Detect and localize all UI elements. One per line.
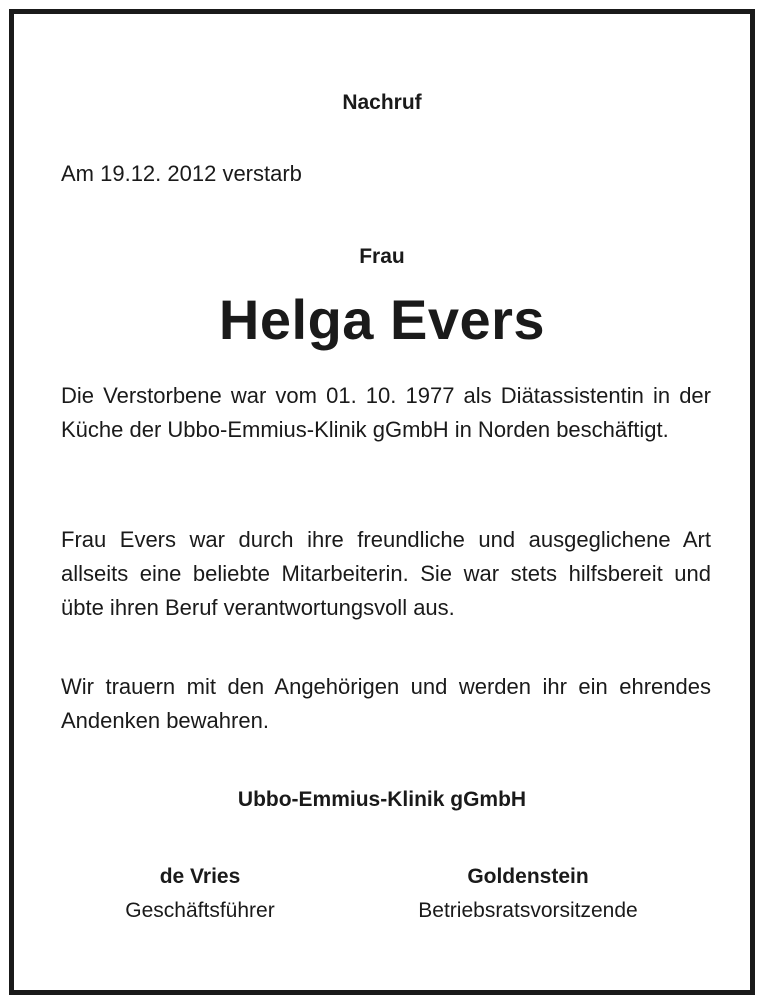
signatory-name: de Vries (159, 865, 241, 888)
date-of-death-line: Am 19.12. 2012 verstarb (61, 161, 302, 186)
obituary-frame (9, 9, 755, 995)
signatory-left (50, 860, 350, 928)
paragraph-character: Frau Evers war durch ihre freundliche und ausgeglichene Art allseits eine beliebte Mitarbeiterin. Sie war stets hilfsbereit und übte ihren Beruf verantwortungsvoll aus. (61, 527, 711, 620)
signatory-right (378, 860, 678, 928)
signatory-name: Goldenstein (467, 865, 589, 888)
paragraph-employment: Die Verstorbene war vom 01. 10. 1977 als Diätassistentin in der Küche der Ubbo-Emmius-Klinik gGmbH in Norden beschäftigt. (61, 383, 711, 442)
signatory-role: Betriebsratsvorsitzende (418, 899, 638, 922)
deceased-name: Helga Evers (218, 288, 546, 351)
paragraph-condolence: Wir trauern mit den Angehörigen und werden ihr ein ehrendes Andenken bewahren. (61, 674, 711, 733)
signatory-role: Geschäftsführer (125, 899, 275, 922)
organization-name: Ubbo-Emmius-Klinik gGmbH (237, 788, 527, 811)
salutation: Frau (359, 245, 405, 268)
notice-title: Nachruf (342, 91, 422, 114)
